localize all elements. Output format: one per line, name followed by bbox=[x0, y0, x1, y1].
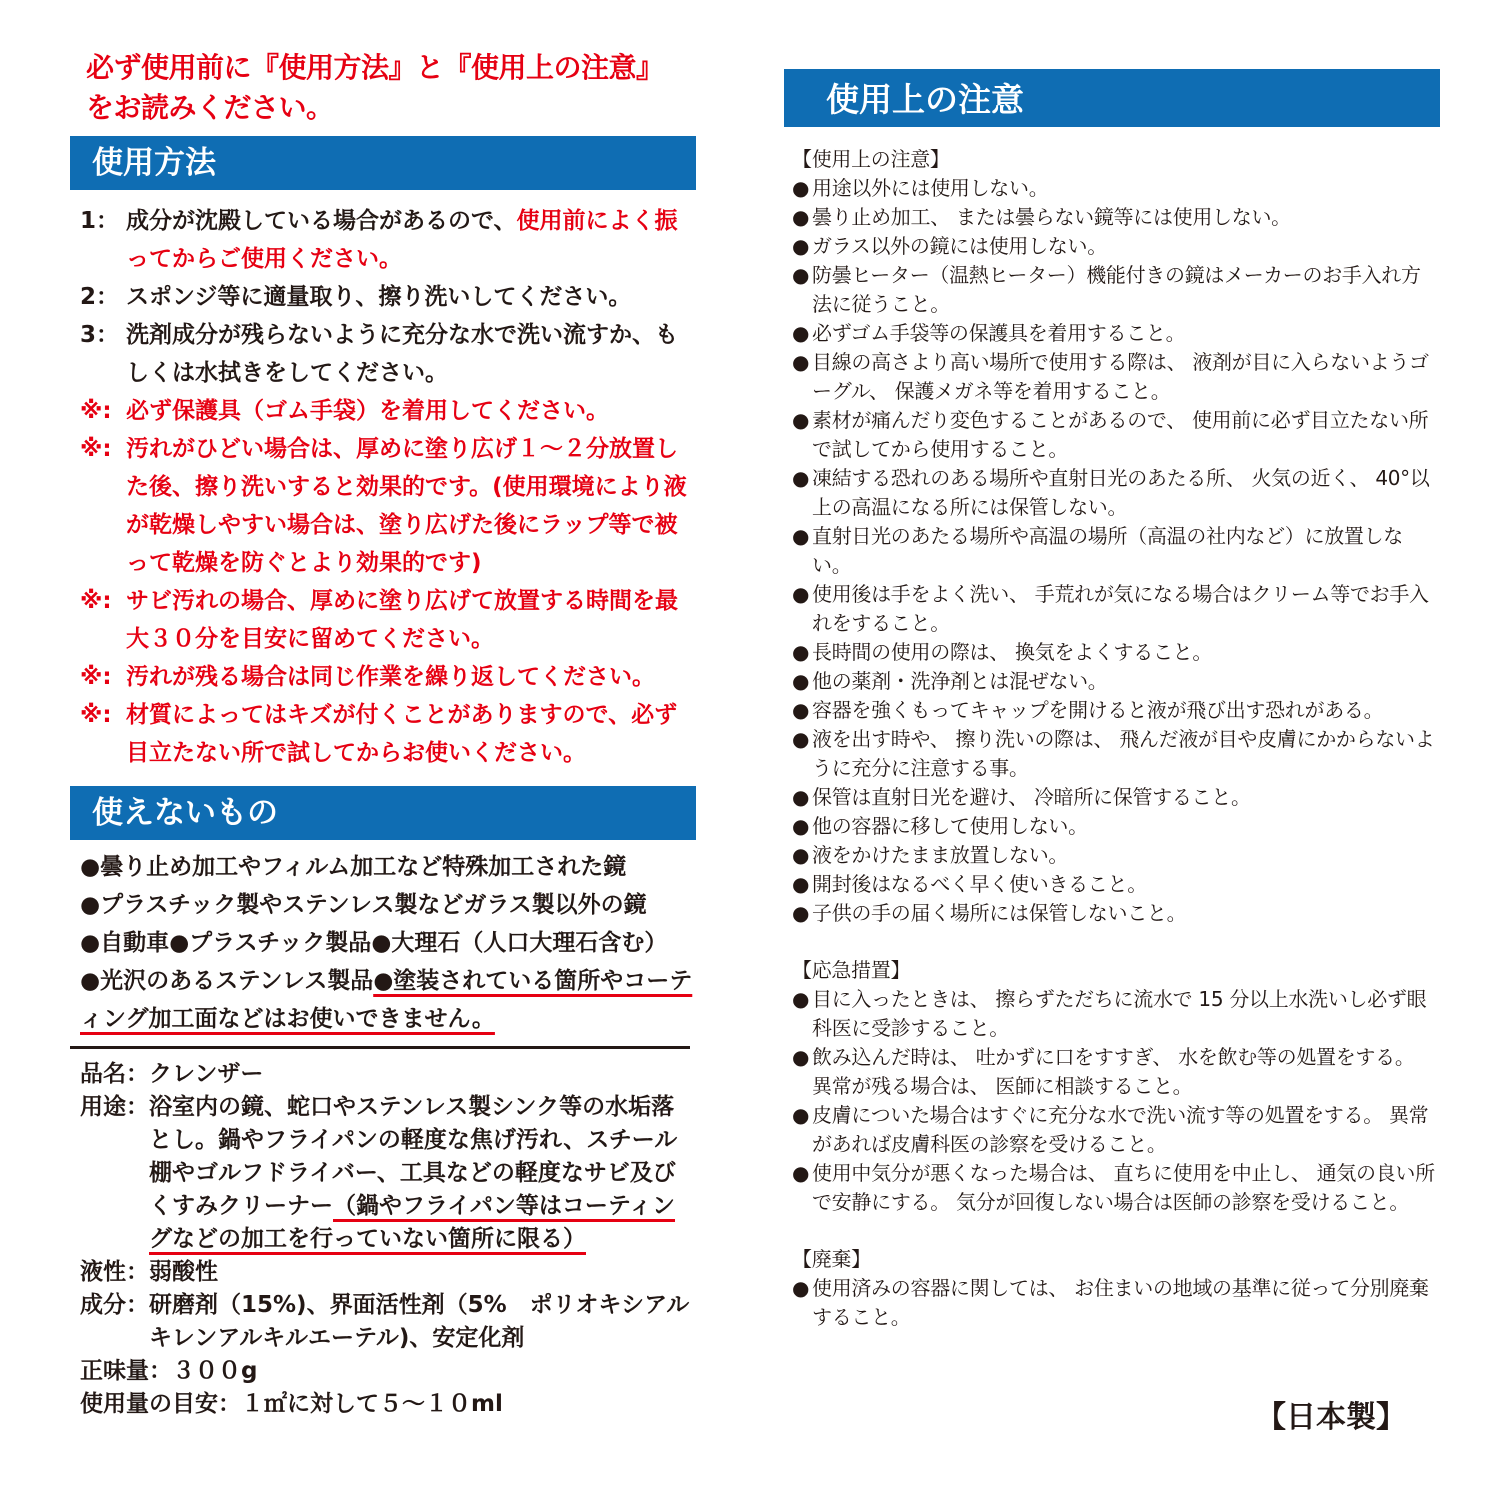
note-3 bbox=[80, 582, 696, 658]
spec-ph bbox=[80, 1256, 696, 1289]
caution-item bbox=[792, 1159, 1437, 1217]
spec-value: １㎡に対して５～１０ml bbox=[241, 1391, 503, 1417]
unusable-title: 使えないもの bbox=[92, 795, 278, 831]
step-text: 洗剤成分が残らないように充分な水で洗い流すか、もしくは水拭きをしてください。 bbox=[126, 322, 678, 386]
product-spec bbox=[80, 1058, 696, 1421]
spec-composition bbox=[80, 1289, 696, 1355]
note-marker: ※: bbox=[80, 436, 112, 462]
disposal-list bbox=[792, 1274, 1437, 1332]
spec-value: クレンザー bbox=[149, 1061, 264, 1087]
note-4 bbox=[80, 658, 696, 696]
spec-label: 品名： bbox=[80, 1061, 149, 1087]
spec-use bbox=[80, 1091, 696, 1256]
spec-dose bbox=[80, 1388, 696, 1421]
caution-item bbox=[792, 841, 1437, 870]
bullet-icon: ● bbox=[792, 582, 810, 606]
bullet-icon: ● bbox=[792, 176, 810, 200]
intro-line-1: 必ず使用前に『使用方法』と『使用上の注意』 bbox=[86, 51, 664, 84]
bullet-icon: ● bbox=[792, 785, 810, 809]
first-aid-subheading: 【応急措置】 bbox=[792, 958, 911, 982]
spec-value: ３００g bbox=[172, 1358, 258, 1384]
step-1 bbox=[80, 202, 696, 278]
caution-text: 長時間の使用の際は、 換気をよくすること。 bbox=[812, 640, 1213, 664]
bullet-icon: ● bbox=[792, 321, 810, 345]
step-3 bbox=[80, 316, 696, 392]
caution-item bbox=[792, 725, 1437, 783]
spec-name bbox=[80, 1058, 696, 1091]
first-aid-list bbox=[792, 985, 1437, 1217]
intro-warning bbox=[86, 48, 664, 128]
step-marker: 2： bbox=[80, 284, 120, 310]
step-2 bbox=[80, 278, 696, 316]
caution-text: 凍結する恐れのある場所や直射日光のあたる所、 火気の近く、 40°以上の高温になる所には保管しない。 bbox=[812, 466, 1430, 519]
caution-item bbox=[792, 319, 1437, 348]
caution-item bbox=[792, 812, 1437, 841]
caution-item bbox=[792, 174, 1437, 203]
note-1 bbox=[80, 392, 696, 430]
caution-item bbox=[792, 464, 1437, 522]
bullet-icon: ● bbox=[792, 901, 810, 925]
bullet-icon: ● bbox=[792, 872, 810, 896]
caution-text: 必ずゴム手袋等の保護具を着用すること。 bbox=[812, 321, 1186, 345]
caution-text: 直射日光のあたる場所や高温の場所（高温の社内など）に放置しない。 bbox=[812, 524, 1403, 577]
caution-item bbox=[792, 203, 1437, 232]
bullet-icon: ● bbox=[792, 205, 810, 229]
cautions-header bbox=[784, 69, 1440, 127]
caution-item bbox=[792, 985, 1437, 1043]
bullet-icon: ● bbox=[792, 987, 810, 1011]
spec-label: 液性： bbox=[80, 1259, 149, 1285]
caution-text: 開封後はなるべく早く使いきること。 bbox=[812, 872, 1147, 896]
bullet-icon: ● bbox=[792, 698, 810, 722]
caution-text: 使用後は手をよく洗い、 手荒れが気になる場合はクリーム等でお手入れをすること。 bbox=[812, 582, 1429, 635]
disposal-subheading: 【廃棄】 bbox=[792, 1247, 871, 1271]
note-marker: ※: bbox=[80, 588, 112, 614]
caution-item bbox=[792, 696, 1437, 725]
cautions-list bbox=[792, 174, 1437, 928]
caution-item bbox=[792, 899, 1437, 928]
unusable-item: ●自動車●プラスチック製品●大理石（人口大理石含む） bbox=[80, 930, 668, 956]
cautions-title: 使用上の注意 bbox=[826, 80, 1024, 119]
caution-item bbox=[792, 638, 1437, 667]
bullet-icon: ● bbox=[792, 524, 810, 548]
spec-value: 研磨剤（15%)、界面活性剤（5% ポリオキシアルキレンアルキルエーテル)、安定化剤 bbox=[149, 1292, 690, 1351]
note-marker: ※: bbox=[80, 398, 112, 424]
note-5 bbox=[80, 696, 696, 772]
bullet-icon: ● bbox=[792, 814, 810, 838]
spec-value: 浴室内の鏡、蛇口やステンレス製シンク等の水垢落とし。鍋やフライパンの軽度な焦げ汚れ、スチール棚やゴルフドライバー、工具などの軽度なサビ及びくすみクリーナー bbox=[149, 1094, 678, 1219]
bullet-icon: ● bbox=[792, 843, 810, 867]
bullet-icon: ● bbox=[792, 234, 810, 258]
bullet-icon: ● bbox=[792, 727, 810, 751]
bullet-icon: ● bbox=[792, 350, 810, 374]
made-in-japan: 【日本製】 bbox=[1256, 1400, 1406, 1435]
section-divider bbox=[70, 1046, 690, 1049]
spec-label: 用途： bbox=[80, 1094, 149, 1120]
caution-text: 目に入ったときは、 擦らずただちに流水で 15 分以上水洗いし必ず眼科医に受診すること。 bbox=[812, 987, 1427, 1040]
unusable-header bbox=[70, 786, 696, 840]
cautions-subheading: 【使用上の注意】 bbox=[792, 147, 950, 171]
bullet-icon: ● bbox=[792, 263, 810, 287]
caution-text: 液を出す時や、 擦り洗いの際は、 飛んだ液が目や皮膚にかからないように充分に注意する事。 bbox=[812, 727, 1435, 780]
intro-line-2: をお読みください。 bbox=[86, 91, 334, 124]
unusable-list bbox=[80, 848, 696, 1038]
caution-item bbox=[792, 667, 1437, 696]
caution-item bbox=[792, 406, 1437, 464]
note-text: 必ず保護具（ゴム手袋）を着用してください。 bbox=[126, 398, 609, 424]
bullet-icon: ● bbox=[792, 669, 810, 693]
caution-text: 目線の高さより高い場所で使用する際は、 液剤が目に入らないようゴーグル、 保護メガネ等を着用すること。 bbox=[812, 350, 1429, 403]
step-marker: 1： bbox=[80, 208, 120, 234]
caution-item bbox=[792, 348, 1437, 406]
unusable-item bbox=[80, 962, 696, 1038]
caution-item bbox=[792, 1274, 1437, 1332]
step-text: スポンジ等に適量取り、擦り洗いしてください。 bbox=[126, 284, 632, 310]
caution-text: 子供の手の届く場所には保管しないこと。 bbox=[812, 901, 1187, 925]
note-text: サビ汚れの場合、厚めに塗り広げて放置する時間を最大３０分を目安に留めてください。 bbox=[126, 588, 678, 652]
spec-label: 使用量の目安： bbox=[80, 1391, 241, 1417]
caution-item bbox=[792, 522, 1437, 580]
unusable-item: ●曇り止め加工やフィルム加工など特殊加工された鏡 bbox=[80, 854, 627, 880]
caution-item bbox=[792, 232, 1437, 261]
bullet-icon: ● bbox=[792, 1103, 810, 1127]
bullet-icon: ● bbox=[792, 1276, 810, 1300]
bullet-icon: ● bbox=[792, 466, 810, 490]
note-text: 材質によってはキズが付くことがありますので、必ず目立たない所で試してからお使いください。 bbox=[126, 702, 678, 766]
unusable-item: ●プラスチック製やステンレス製などガラス製以外の鏡 bbox=[80, 892, 647, 918]
caution-item bbox=[792, 783, 1437, 812]
cautions-body bbox=[792, 145, 1437, 1332]
caution-text: 曇り止め加工、 または曇らない鏡等には使用しない。 bbox=[812, 205, 1291, 229]
bullet-icon: ● bbox=[792, 1045, 810, 1069]
step-marker: 3： bbox=[80, 322, 120, 348]
note-text: 汚れがひどい場合は、厚めに塗り広げ１～２分放置した後、擦り洗いすると効果的です。(使用環境により液が乾燥しやすい場合は、塗り広げた後にラップ等で被って乾燥を防ぐとより効果的です) bbox=[126, 436, 687, 576]
note-text: 汚れが残る場合は同じ作業を繰り返してください。 bbox=[126, 664, 655, 690]
note-marker: ※: bbox=[80, 664, 112, 690]
caution-item bbox=[792, 580, 1437, 638]
how-to-list bbox=[80, 202, 696, 772]
caution-item bbox=[792, 1101, 1437, 1159]
bullet-icon: ● bbox=[792, 1161, 810, 1185]
how-to-header bbox=[70, 136, 696, 190]
unusable-item-text: ●光沢のあるステンレス製品 bbox=[80, 968, 374, 994]
spec-net bbox=[80, 1355, 696, 1388]
caution-item bbox=[792, 1043, 1437, 1101]
caution-text: 液をかけたまま放置しない。 bbox=[812, 843, 1069, 867]
caution-text: 他の容器に移して使用しない。 bbox=[812, 814, 1088, 838]
caution-text: 素材が痛んだり変色することがあるので、 使用前に必ず目立たない所で試してから使用すること。 bbox=[812, 408, 1429, 461]
caution-text: 皮膚についた場合はすぐに充分な水で洗い流す等の処置をする。 異常があれば皮膚科医の診察を受けること。 bbox=[812, 1103, 1429, 1156]
bullet-icon: ● bbox=[792, 640, 810, 664]
spec-label: 成分： bbox=[80, 1292, 149, 1318]
caution-text: 飲み込んだ時は、 吐かずに口をすすぎ、 水を飲む等の処置をする。 異常が残る場合は、 医師に相談すること。 bbox=[812, 1045, 1415, 1098]
note-2 bbox=[80, 430, 696, 582]
step-text: 成分が沈殿している場合があるので、 bbox=[126, 208, 517, 234]
caution-text: ガラス以外の鏡には使用しない。 bbox=[812, 234, 1107, 258]
caution-text: 保管は直射日光を避け、 冷暗所に保管すること。 bbox=[812, 785, 1251, 809]
caution-item bbox=[792, 261, 1437, 319]
spec-label: 正味量： bbox=[80, 1358, 172, 1384]
caution-text: 容器を強くもってキャップを開けると液が飛び出す恐れがある。 bbox=[812, 698, 1384, 722]
unusable-item-underlined: ●塗装されている箇所やコーティング加工面などはお使いできません。 bbox=[80, 968, 693, 1032]
spec-value: 弱酸性 bbox=[149, 1259, 218, 1285]
step-text-emphasis: 使用前によく振ってからご使用ください。 bbox=[126, 208, 678, 272]
caution-text: 使用中気分が悪くなった場合は、 直ちに使用を中止し、 通気の良い所で安静にする。 気分が回復しない場合は医師の診察を受けること。 bbox=[812, 1161, 1435, 1214]
note-marker: ※: bbox=[80, 702, 112, 728]
bullet-icon: ● bbox=[792, 408, 810, 432]
caution-text: 防曇ヒーター（温熱ヒーター）機能付きの鏡はメーカーのお手入れ方法に従うこと。 bbox=[812, 263, 1421, 316]
how-to-title: 使用方法 bbox=[92, 145, 216, 181]
caution-text: 使用済みの容器に関しては、 お住まいの地域の基準に従って分別廃棄すること。 bbox=[812, 1276, 1429, 1329]
spec-value-underlined: （鍋やフライパン等はコーティングなどの加工を行っていない箇所に限る） bbox=[149, 1193, 676, 1252]
caution-item bbox=[792, 870, 1437, 899]
caution-text: 用途以外には使用しない。 bbox=[812, 176, 1049, 200]
caution-text: 他の薬剤・洗浄剤とは混ぜない。 bbox=[812, 669, 1108, 693]
